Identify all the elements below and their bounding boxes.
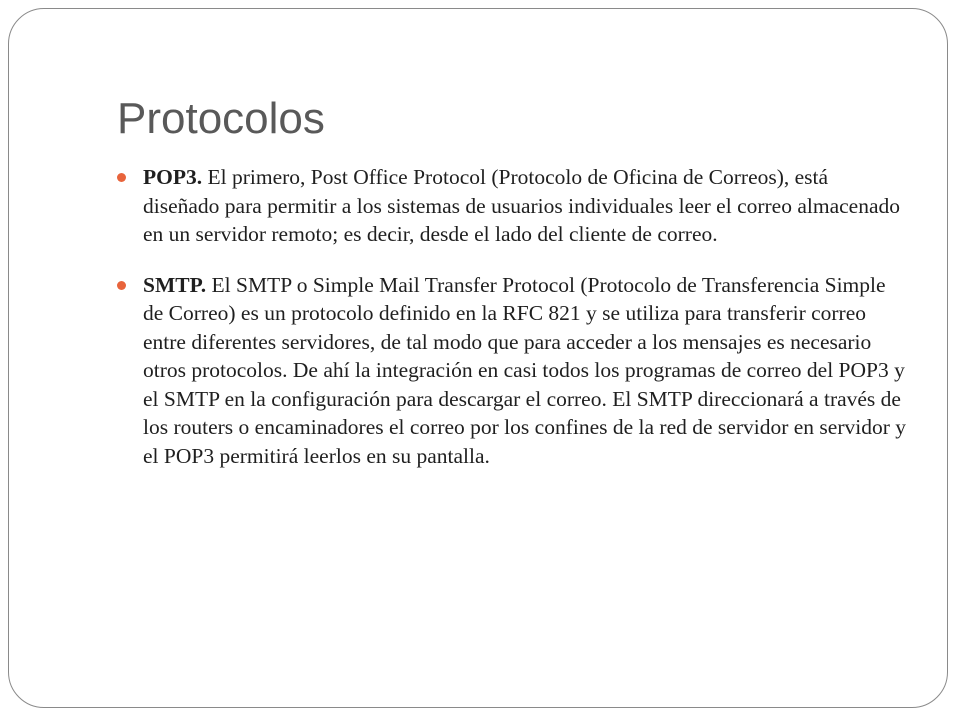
- bullet-term: SMTP.: [143, 272, 207, 297]
- slide-frame: [8, 8, 948, 708]
- bullet-text: El SMTP o Simple Mail Transfer Protocol (Protocolo de Transferencia Simple de Correo) es un protocolo definido en la RFC 821 y se utiliza para transferir correo entre diferentes servidores, de tal modo que para acceder a los mensajes es necesario otros protocolos. De ahí la integración en casi todos los programas de correo del POP3 y el SMTP en la configuración para descargar el correo. El SMTP direccionará a través de los routers o encaminadores el correo por los confines de la red de servidor en servidor y el POP3 permitirá leerlos en su pantalla.: [143, 272, 906, 468]
- bullet-list: [117, 163, 907, 492]
- bullet-term: POP3.: [143, 165, 203, 189]
- bullet-dot-icon: [117, 173, 126, 182]
- slide-title: Protocolos: [117, 94, 325, 143]
- bullet-dot-icon: [117, 281, 126, 290]
- bullet-item-pop3: [117, 163, 907, 249]
- bullet-item-smtp: [117, 271, 907, 471]
- bullet-text: El primero, Post Office Protocol (Protocolo de Oficina de Correos), está diseñado para permitir a los sistemas de usuarios individuales leer el correo almacenado en un servidor remoto; es decir, desde el lado del cliente de correo.: [143, 165, 901, 246]
